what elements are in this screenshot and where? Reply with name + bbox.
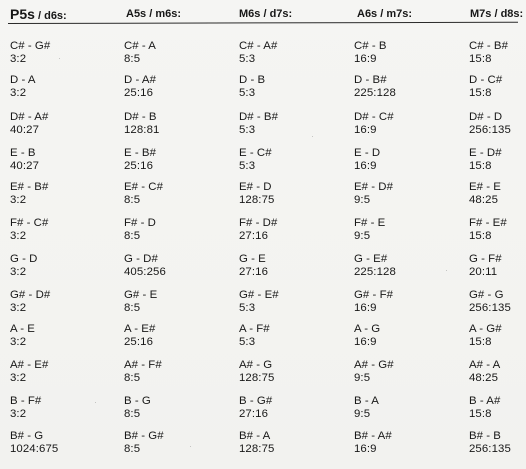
note-pair: G - D# xyxy=(124,253,158,265)
frequency-ratio: 128:75 xyxy=(239,193,275,206)
note-pair: G# - E# xyxy=(239,289,279,301)
note-pair: E# - E xyxy=(469,181,501,193)
note-pair: E - B xyxy=(10,147,36,159)
note-pair: G# - G xyxy=(469,289,504,301)
interval-entry xyxy=(469,147,526,177)
frequency-ratio: 8:5 xyxy=(124,301,141,314)
interval-entry xyxy=(239,430,327,460)
note-pair: F# - C# xyxy=(10,217,49,229)
interval-entry xyxy=(124,323,212,353)
frequency-ratio: 256:135 xyxy=(469,301,511,314)
frequency-ratio: 256:135 xyxy=(469,123,511,136)
frequency-ratio: 48:25 xyxy=(469,193,499,206)
frequency-ratio: 16:9 xyxy=(354,123,377,136)
interval-column-m7s-d8s xyxy=(469,0,526,469)
frequency-ratio: 9:5 xyxy=(354,371,371,384)
frequency-ratio: 15:8 xyxy=(469,52,492,65)
frequency-ratio: 8:5 xyxy=(124,193,141,206)
frequency-ratio: 15:8 xyxy=(469,335,492,348)
frequency-ratio: 40:27 xyxy=(10,159,40,172)
note-pair: D - A xyxy=(10,74,36,86)
interval-entry xyxy=(124,359,212,389)
interval-column-a5s-m6s xyxy=(124,0,212,469)
frequency-ratio: 27:16 xyxy=(239,229,269,242)
frequency-ratio: 256:135 xyxy=(469,442,511,455)
note-pair: B - G xyxy=(124,395,151,407)
note-pair: B# - G xyxy=(10,430,44,442)
frequency-ratio: 15:8 xyxy=(469,159,492,172)
interval-entry xyxy=(10,181,98,211)
frequency-ratio: 16:9 xyxy=(354,335,377,348)
column-header-main: P5s xyxy=(10,6,35,22)
column-header-alt: m7s: xyxy=(386,8,413,20)
column-header-alt: d6s: xyxy=(44,10,67,22)
frequency-ratio: 16:9 xyxy=(354,159,377,172)
note-pair: A# - G xyxy=(239,359,273,371)
frequency-ratio: 225:128 xyxy=(354,265,396,278)
frequency-ratio: 15:8 xyxy=(469,86,492,99)
note-pair: D# - A# xyxy=(10,111,49,123)
interval-column-m6s-d7s xyxy=(239,0,327,469)
interval-entry xyxy=(469,430,526,460)
frequency-ratio: 8:5 xyxy=(124,229,141,242)
interval-entry xyxy=(124,430,212,460)
interval-entry xyxy=(10,111,98,141)
frequency-ratio: 8:5 xyxy=(124,407,141,420)
frequency-ratio: 15:8 xyxy=(469,229,492,242)
interval-entry xyxy=(239,359,327,389)
interval-entry xyxy=(10,430,98,460)
frequency-ratio: 3:2 xyxy=(10,371,27,384)
column-header-separator: / xyxy=(377,8,387,20)
interval-entry xyxy=(469,253,526,283)
frequency-ratio: 27:16 xyxy=(239,265,269,278)
note-pair: E# - C# xyxy=(124,181,163,193)
interval-entry xyxy=(10,395,98,425)
note-pair: F# - D# xyxy=(239,217,278,229)
note-pair: E# - B# xyxy=(10,181,49,193)
note-pair: A# - E# xyxy=(10,359,49,371)
note-pair: C# - A# xyxy=(239,40,278,52)
note-pair: D# - C# xyxy=(354,111,394,123)
note-pair: B - A# xyxy=(469,395,501,407)
frequency-ratio: 128:81 xyxy=(124,123,160,136)
frequency-ratio: 3:2 xyxy=(10,301,27,314)
frequency-ratio: 16:9 xyxy=(354,301,377,314)
frequency-ratio: 15:8 xyxy=(469,407,492,420)
note-pair: A - G# xyxy=(469,323,502,335)
interval-entry xyxy=(10,147,98,177)
paper-speck xyxy=(446,270,447,271)
interval-entry xyxy=(469,395,526,425)
interval-entry xyxy=(239,217,327,247)
interval-entry xyxy=(10,253,98,283)
frequency-ratio: 3:2 xyxy=(10,86,27,99)
frequency-ratio: 5:3 xyxy=(239,301,256,314)
frequency-ratio: 40:27 xyxy=(10,123,40,136)
note-pair: E - D# xyxy=(469,147,502,159)
interval-entry xyxy=(239,253,327,283)
frequency-ratio: 8:5 xyxy=(124,442,141,455)
frequency-ratio: 3:2 xyxy=(10,265,27,278)
note-pair: G# - D# xyxy=(10,289,51,301)
interval-entry xyxy=(469,217,526,247)
note-pair: D# - B xyxy=(124,111,157,123)
note-pair: C# - B# xyxy=(469,40,508,52)
note-pair: C# - A xyxy=(124,40,156,52)
note-pair: E - D xyxy=(354,147,381,159)
interval-entry xyxy=(239,323,327,353)
frequency-ratio: 225:128 xyxy=(354,86,396,99)
column-header-alt: d8s: xyxy=(500,8,524,20)
note-pair: D - B xyxy=(239,74,266,86)
column-header-alt: d7s: xyxy=(269,8,293,20)
frequency-ratio: 9:5 xyxy=(354,229,371,242)
frequency-ratio: 5:3 xyxy=(239,52,256,65)
frequency-ratio: 9:5 xyxy=(354,407,371,420)
interval-entry xyxy=(354,111,442,141)
frequency-ratio: 5:3 xyxy=(239,159,256,172)
interval-entry xyxy=(239,147,327,177)
note-pair: B# - G# xyxy=(124,430,164,442)
note-pair: E - C# xyxy=(239,147,272,159)
note-pair: F# - D xyxy=(124,217,156,229)
interval-entry xyxy=(354,359,442,389)
note-pair: G - F# xyxy=(469,253,502,265)
interval-entry xyxy=(239,40,327,70)
frequency-ratio: 8:5 xyxy=(124,52,141,65)
note-pair: C# - B xyxy=(354,40,387,52)
note-pair: F# - E# xyxy=(469,217,507,229)
frequency-ratio: 1024:675 xyxy=(10,442,59,455)
interval-entry xyxy=(124,147,212,177)
column-header-separator: / xyxy=(34,10,45,22)
note-pair: E# - D xyxy=(239,181,272,193)
note-pair: A - E xyxy=(10,323,35,335)
note-pair: G# - F# xyxy=(354,289,393,301)
frequency-ratio: 16:9 xyxy=(354,442,377,455)
column-header-main: A6s xyxy=(357,8,378,20)
interval-entry xyxy=(124,74,212,104)
interval-entry xyxy=(239,289,327,319)
interval-entry xyxy=(354,74,442,104)
frequency-ratio: 25:16 xyxy=(124,86,154,99)
interval-entry xyxy=(469,289,526,319)
frequency-ratio: 9:5 xyxy=(354,193,371,206)
frequency-ratio: 128:75 xyxy=(239,442,275,455)
interval-entry xyxy=(469,111,526,141)
interval-entry xyxy=(354,147,442,177)
frequency-ratio: 20:11 xyxy=(469,265,498,278)
interval-column-p5s-d6s xyxy=(10,0,98,469)
frequency-ratio: 16:9 xyxy=(354,52,377,65)
interval-entry xyxy=(239,395,327,425)
note-pair: A# - G# xyxy=(354,359,394,371)
interval-entry xyxy=(239,181,327,211)
interval-column-a6s-m7s xyxy=(354,0,442,469)
interval-entry xyxy=(354,217,442,247)
frequency-ratio: 25:16 xyxy=(124,335,154,348)
note-pair: G - D xyxy=(10,253,38,265)
frequency-ratio: 3:2 xyxy=(10,407,27,420)
note-pair: B - A xyxy=(354,395,379,407)
frequency-ratio: 3:2 xyxy=(10,52,27,65)
column-header-separator: / xyxy=(146,8,156,20)
interval-entry xyxy=(124,181,212,211)
note-pair: A - E# xyxy=(124,323,156,335)
interval-entry xyxy=(10,217,98,247)
interval-entry xyxy=(124,40,212,70)
interval-entry xyxy=(10,323,98,353)
interval-entry xyxy=(469,359,526,389)
interval-entry xyxy=(124,111,212,141)
note-pair: E# - D# xyxy=(354,181,393,193)
column-header-alt: m6s: xyxy=(155,8,182,20)
note-pair: B# - A xyxy=(239,430,271,442)
note-pair: G - E# xyxy=(354,253,388,265)
column-header-main: M7s xyxy=(470,8,492,20)
note-pair: B# - A# xyxy=(354,430,392,442)
frequency-ratio: 5:3 xyxy=(239,86,256,99)
note-pair: E - B# xyxy=(124,147,156,159)
interval-entry xyxy=(354,323,442,353)
column-header-main: A5s xyxy=(126,8,147,20)
note-pair: A - F# xyxy=(239,323,270,335)
interval-entry xyxy=(239,74,327,104)
note-pair: D - C# xyxy=(469,74,503,86)
column-header-separator: / xyxy=(260,8,270,20)
frequency-ratio: 48:25 xyxy=(469,371,499,384)
interval-entry xyxy=(10,359,98,389)
frequency-ratio: 5:3 xyxy=(239,123,256,136)
frequency-ratio: 128:75 xyxy=(239,371,275,384)
interval-entry xyxy=(10,40,98,70)
frequency-ratio: 8:5 xyxy=(124,371,141,384)
frequency-ratio: 25:16 xyxy=(124,159,154,172)
interval-entry xyxy=(124,253,212,283)
note-pair: B - G# xyxy=(239,395,273,407)
interval-entry xyxy=(469,40,526,70)
note-pair: A - G xyxy=(354,323,381,335)
interval-entry xyxy=(354,253,442,283)
interval-entry xyxy=(469,181,526,211)
interval-entry xyxy=(354,289,442,319)
note-pair: D# - B# xyxy=(239,111,278,123)
interval-entry xyxy=(469,74,526,104)
frequency-ratio: 5:3 xyxy=(239,335,256,348)
note-pair: A# - F# xyxy=(124,359,162,371)
note-pair: F# - E xyxy=(354,217,386,229)
note-pair: G# - E xyxy=(124,289,158,301)
interval-entry xyxy=(354,395,442,425)
interval-entry xyxy=(354,40,442,70)
note-pair: D - A# xyxy=(124,74,156,86)
interval-entry xyxy=(239,111,327,141)
interval-entry xyxy=(124,395,212,425)
column-header-separator: / xyxy=(491,8,501,20)
note-pair: B - F# xyxy=(10,395,42,407)
note-pair: D - B# xyxy=(354,74,387,86)
note-pair: A# - A xyxy=(469,359,501,371)
interval-entry xyxy=(124,217,212,247)
frequency-ratio: 3:2 xyxy=(10,335,27,348)
note-pair: G - E xyxy=(239,253,266,265)
interval-entry xyxy=(10,289,98,319)
frequency-ratio: 405:256 xyxy=(124,265,166,278)
frequency-ratio: 3:2 xyxy=(10,229,27,242)
note-pair: C# - G# xyxy=(10,40,51,52)
column-header-main: M6s xyxy=(239,8,261,20)
frequency-ratio: 27:16 xyxy=(239,407,269,420)
interval-entry xyxy=(124,289,212,319)
interval-entry xyxy=(354,181,442,211)
interval-entry xyxy=(354,430,442,460)
frequency-ratio: 3:2 xyxy=(10,193,27,206)
note-pair: D# - D xyxy=(469,111,503,123)
interval-entry xyxy=(10,74,98,104)
interval-entry xyxy=(469,323,526,353)
note-pair: B# - B xyxy=(469,430,501,442)
